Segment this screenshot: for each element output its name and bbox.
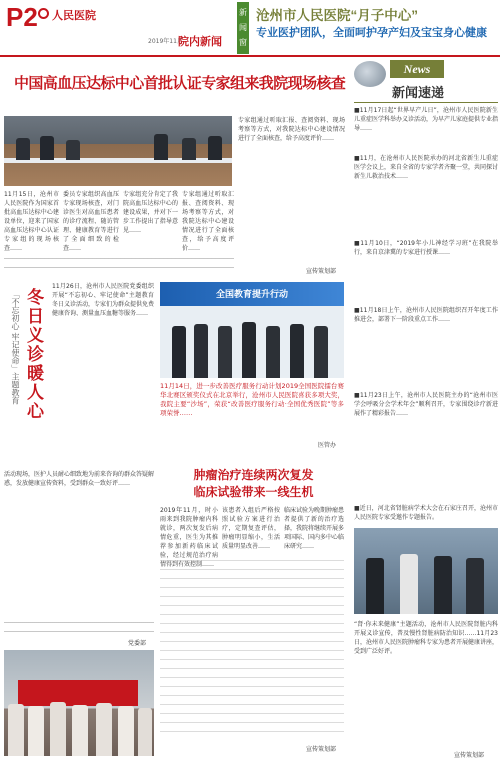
news-bottom-text: “肾·你未来健康”主题活动，沧州市人民医院肾脏内科开展义诊宣传，普及慢性肾脏病防治知识……11月23日，沧州市人民医院肿瘤科专家为患者开展健康讲座，受到广泛好评。 xyxy=(354,621,498,655)
masthead xyxy=(0,0,500,60)
article1-caption: 11月15日，沧州市人民医院作为国家首批高血压达标中心建设单位，迎来了国家高血压达标中心认证专家组的现场核查…… xyxy=(4,191,59,252)
news-globe-icon xyxy=(354,61,386,87)
theme-subtitle: 「不忘初心 牢记使命」主题教育 xyxy=(11,290,20,405)
logo-text: 人民医院 xyxy=(52,9,96,22)
news-title-rule xyxy=(354,102,498,103)
article1-byline: 宣传策划部 xyxy=(306,268,337,275)
news-item: ■11月，在沧州市人民医院承办的河北省新生儿重症医学会议上，来自全省的专家学者齐聚一堂，共同探讨新生儿救治技术…… xyxy=(354,155,498,180)
hospital-logo-icon xyxy=(38,8,49,19)
headline: 中国高血压达标中心首批认证专家组来我院现场核查 xyxy=(14,74,346,92)
award-photo xyxy=(160,282,344,378)
theme-vertical-banner xyxy=(4,278,48,466)
experts-photo xyxy=(354,528,498,614)
article1-col3: 专家组充分肯定了我院高血压达标中心的建设成果，并对下一步工作提出了指导意见…… xyxy=(123,191,178,234)
tumor-title-line1: 肿瘤治疗连续两次复发 xyxy=(193,468,314,482)
volunteers-photo xyxy=(4,650,154,756)
award-banner: 全国教育提升行动 xyxy=(160,282,344,306)
meeting-photo xyxy=(4,116,232,186)
section-label-box xyxy=(237,2,249,54)
theme-title: 冬日义诊暖人心 xyxy=(23,288,43,421)
tumor-col3: 临床试验为晚期肿瘤患者提供了新的治疗选择，我院将继续开展多项国际、国内多中心临床研究…… xyxy=(284,507,344,550)
news-item: ■近日，河北省肾脏病学术大会在石家庄召开，沧州市人民医院专家受邀作专题报告。 xyxy=(354,505,498,521)
article2-body-continued xyxy=(4,622,154,636)
article2-byline: 党委部 xyxy=(128,640,147,647)
masthead-rule xyxy=(0,55,500,57)
news-byline: 宣传策划部 xyxy=(454,752,485,759)
tumor-col2: 该患者入组后严格按照试验方案进行治疗，定期复查评估，肿瘤明显缩小，生活质量明显改善…… xyxy=(222,507,280,550)
section-title: 院内新闻 xyxy=(178,35,222,48)
ad-subtitle: 专业医护团队，全面呵护孕产妇及宝宝身心健康 xyxy=(256,27,487,39)
news-item: ■11月17日起“世界早产儿日”，沧州市人民医院新生儿重症医学科举办义诊活动，为早产儿家庭提供专业指导…… xyxy=(354,107,498,132)
ad-title: 沧州市人民医院“月子中心” xyxy=(256,8,418,23)
article1-col2: 委员专家组织高血压专家现场核查，对门诊医生对高血压患者的诊疗流程、随访管理、健康教育等进行了全面细致的检查…… xyxy=(63,191,119,252)
award-caption: 11月14日，进一步改善医疗服务行动计划2019全国医院擂台赛华北赛区颁奖仪式在北京举行，沧州市人民医院喜获多项大奖，我院主要“沙场”，荣获“改善医疗服务行动·全国优秀医院”等多项荣誉…… xyxy=(160,382,344,417)
article1-col4-cont: 专家组通过听取汇报、查阅资料、现场考察等方式，对我院达标中心建设情况进行了全面核查，给予高度评价…… xyxy=(238,117,345,142)
ad-banner xyxy=(250,2,498,54)
news-flash-column xyxy=(350,60,500,760)
news-item: ■11月10日，“2019年小儿神经学习班”在我院举行，来自京津冀的专家进行授课…… xyxy=(354,240,498,256)
news-item: ■11月23日上午，沧州市人民医院主办的“沧州市医学会呼吸分会学术年会”顺利召开，专家围绕诊疗新进展作了精彩报告…… xyxy=(354,392,498,417)
news-item: ■11月18日上午，沧州市人民医院组织召开年度工作推进会，部署下一阶段重点工作…… xyxy=(354,307,498,323)
article1-body-continued xyxy=(4,258,234,276)
news-label: News xyxy=(390,60,444,78)
label-char: 新 xyxy=(239,8,247,17)
tumor-body-continued xyxy=(160,560,344,736)
news-title: 新闻速递 xyxy=(392,86,445,101)
issue-date: 2019年11月 xyxy=(148,38,183,45)
tumor-title-line2: 临床试验带来一线生机 xyxy=(193,485,314,499)
label-char: 窗 xyxy=(239,38,247,47)
award-byline: 医管办 xyxy=(318,442,337,449)
article2-col2: 活动现场，医护人员耐心细致地为前来咨询的群众答疑解惑，发放健康宣传资料，受到群众一致好评…… xyxy=(4,471,154,487)
tumor-byline: 宣传策划部 xyxy=(306,746,337,753)
tumor-col1: 2019年11月，时小雨来到我院肿瘤内科就诊，两次复发后病情危重，医生为其推荐参加新药临床试验，经过规范治疗病情得到有效控制…… xyxy=(160,507,218,568)
label-char: 闻 xyxy=(239,23,247,32)
article2-col1: 11月26日，沧州市人民医院党委组织开展“不忘初心、牢记使命”主题教育冬日义诊活动，专家们为群众提供免费健康咨询、测量血压血糖等服务…… xyxy=(52,283,154,317)
page-code: P2 xyxy=(6,2,38,32)
article1-col4: 专家组通过听取汇报、查阅资料、现场考察等方式，对我院达标中心建设情况进行了全面核查，给予高度评价…… xyxy=(182,191,234,252)
